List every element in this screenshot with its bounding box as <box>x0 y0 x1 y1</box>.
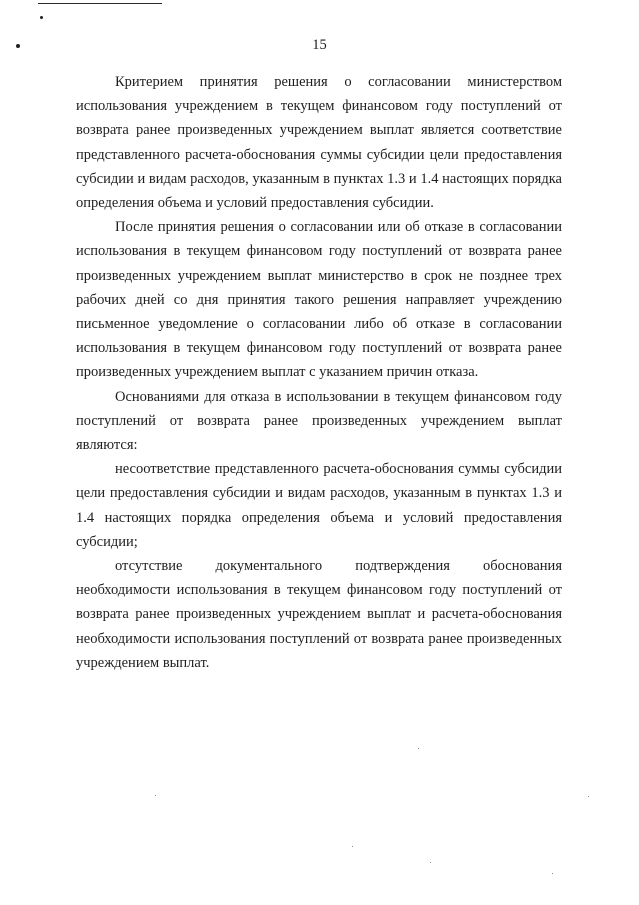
scan-speck <box>352 846 353 847</box>
scan-speck <box>418 748 419 749</box>
document-body <box>76 70 562 675</box>
scan-speck <box>155 795 156 796</box>
paragraph-ground-no-confirmation: отсутствие документального подтверждения обоснования необходимости использования в текущем финансовом году поступлений от возврата ранее произведенных учреждением выплат и расчета-обоснования необходимости использования поступлений от возврата ранее произведенных учреждением выплат. <box>76 558 562 671</box>
scan-speck <box>552 873 553 874</box>
paragraph-ground-mismatch: несоответствие представленного расчета-обоснования суммы субсидии цели предоставления субсидии и видам расходов, указанным в пунктах 1.3 и 1.4 настоящих порядка определения объема и условий предоставления субсидии; <box>76 461 562 550</box>
scan-edge-line <box>38 3 162 4</box>
page-number: 15 <box>312 37 327 53</box>
scan-speck <box>430 862 431 863</box>
paragraph-notification: После принятия решения о согласовании или об отказе в согласовании использования в текущем финансовом году поступлений от возврата ранее произведенных учреждением выплат министерство в срок не позднее трех рабочих дней со дня принятия такого решения направляет учреждению письменное уведомление о согласовании либо об отказе в согласовании использования в текущем финансовом году поступлений от возврата ранее произведенных учреждением выплат с указанием причин отказа. <box>76 219 562 381</box>
scan-speck <box>588 796 589 797</box>
paragraph-approval-criterion: Критерием принятия решения о согласовании министерством использования учреждением в текущем финансовом году поступлений от возврата ранее произведенных учреждением выплат является соответствие представленного расчета-обоснования суммы субсидии цели предоставления субсидии и видам расходов, указанным в пунктах 1.3 и 1.4 настоящих порядка определения объема и условий предоставления субсидии. <box>76 74 562 212</box>
scan-mark <box>40 16 43 19</box>
paragraph-refusal-grounds: Основаниями для отказа в использовании в текущем финансовом году поступлений от возврата ранее произведенных учреждением выплат являются: <box>76 388 562 454</box>
